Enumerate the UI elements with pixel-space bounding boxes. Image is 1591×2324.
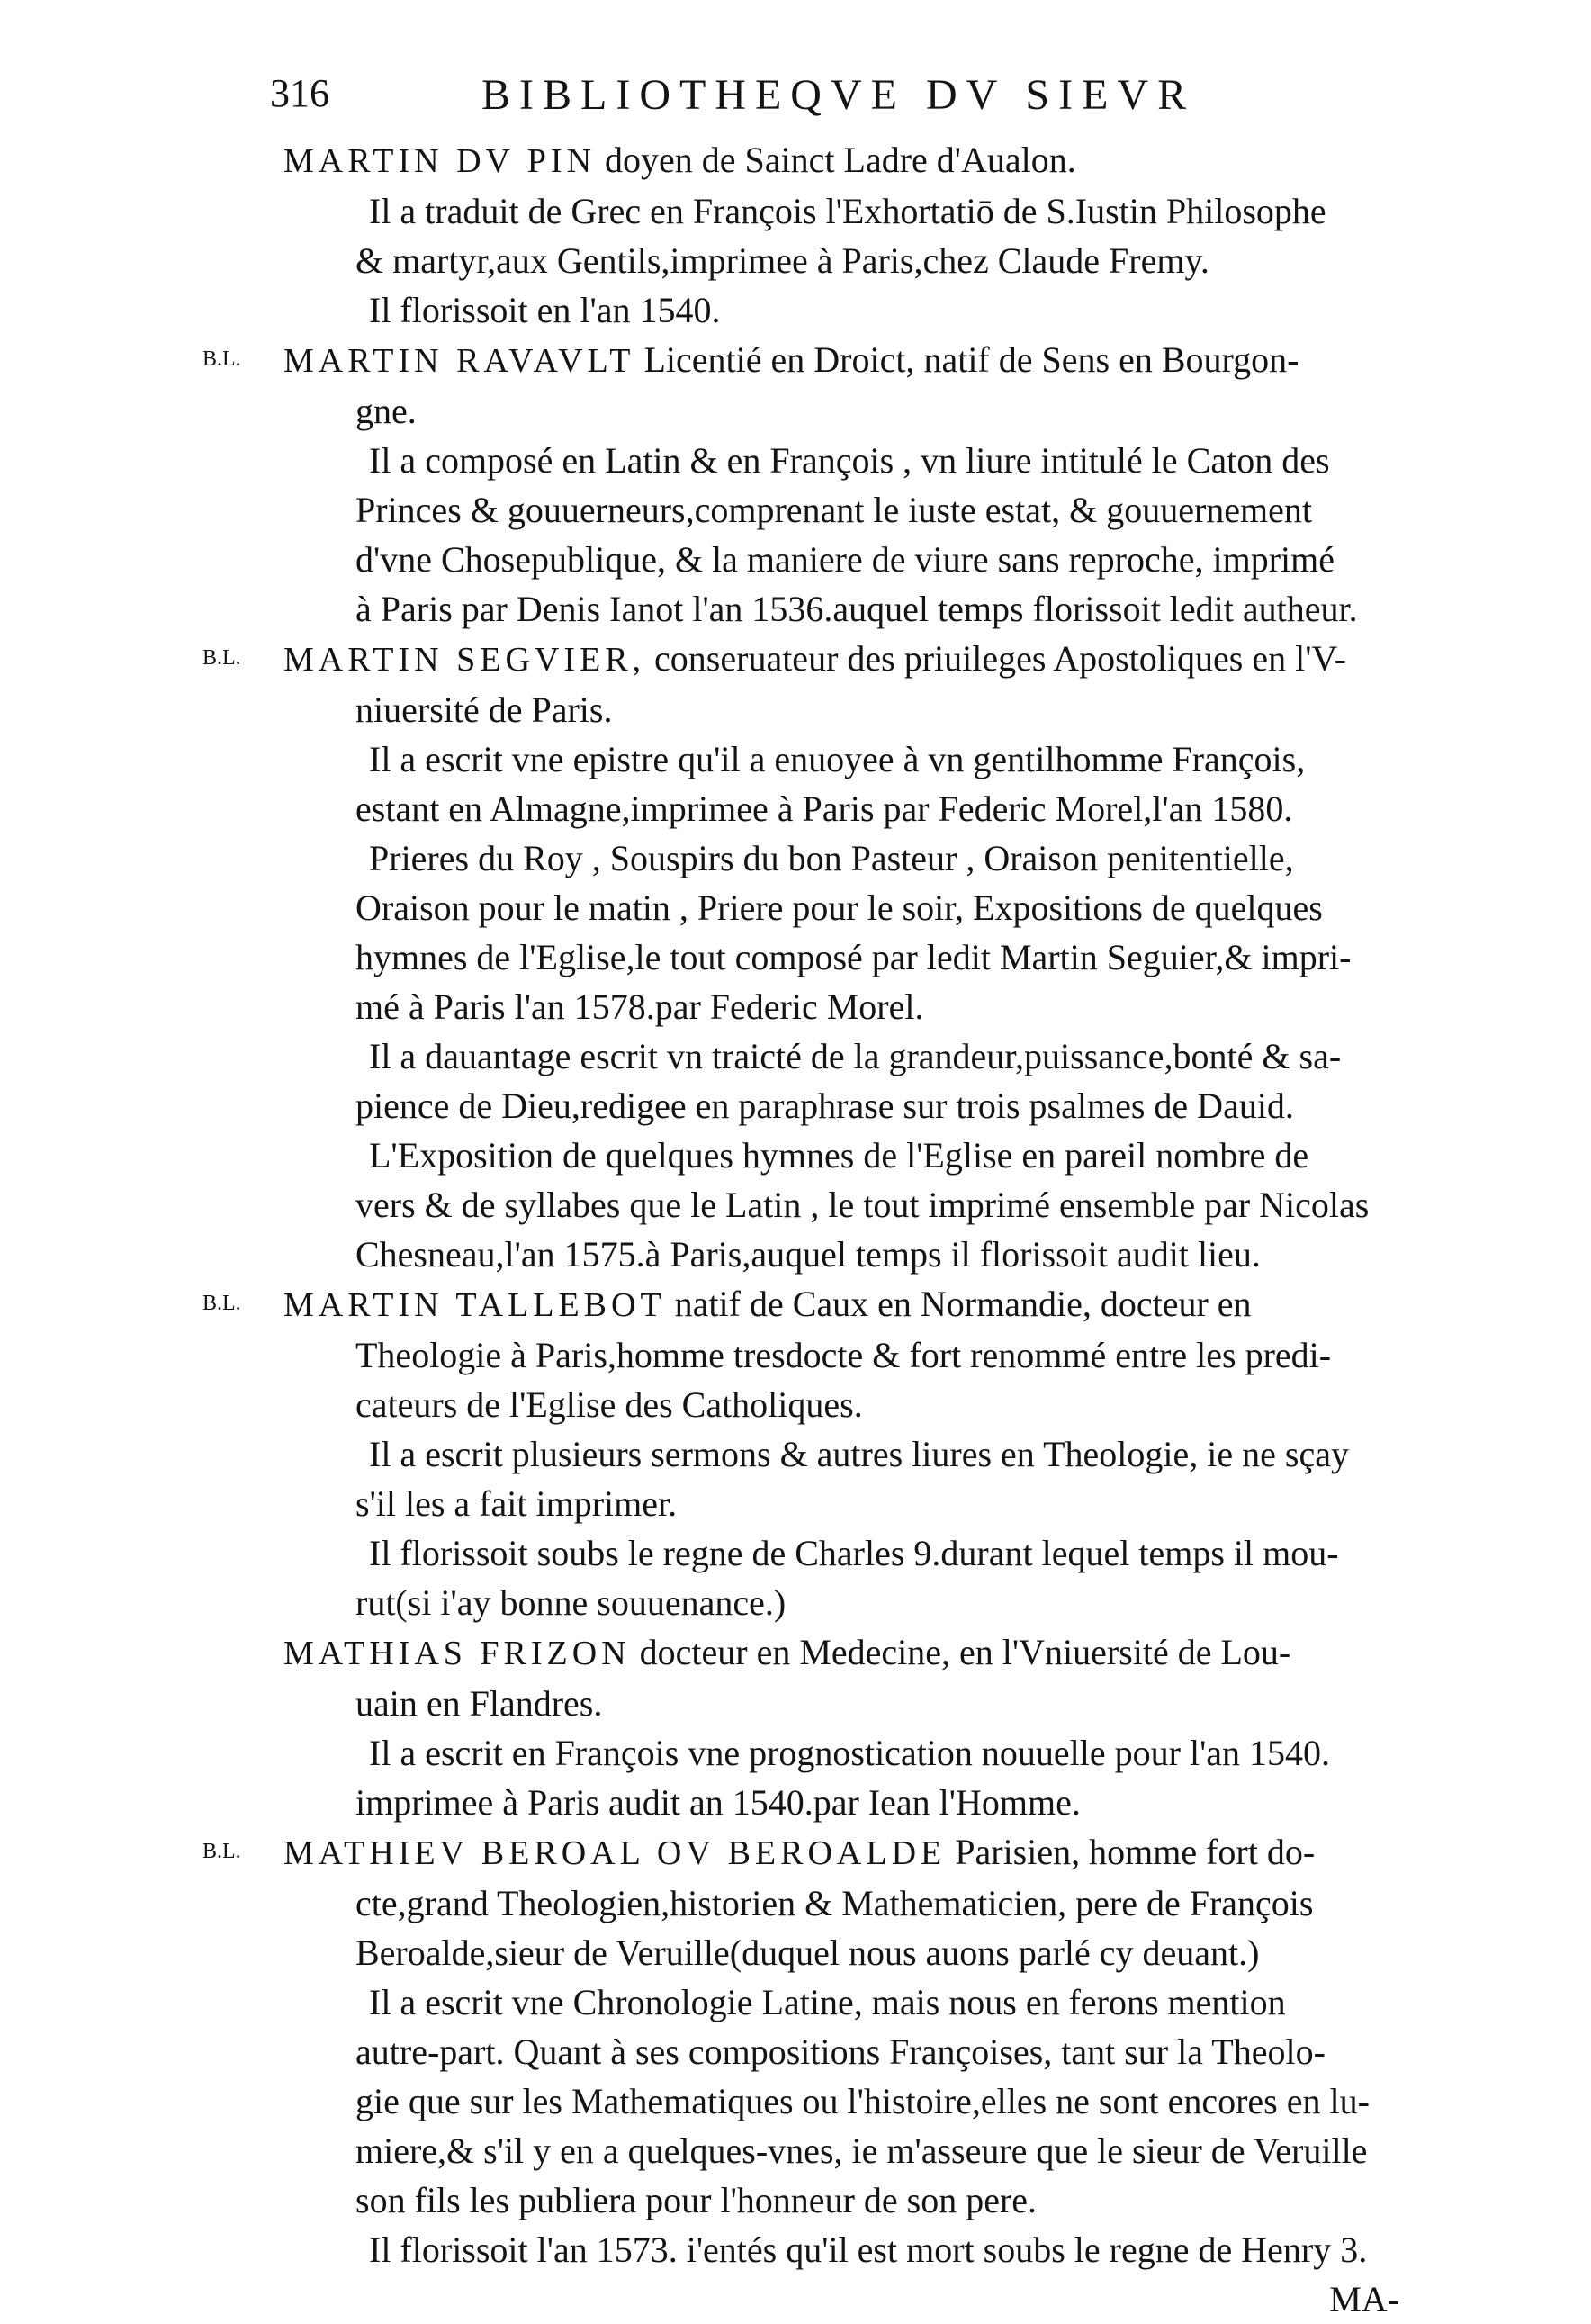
entry-text-line	[283, 285, 1399, 335]
margin-marker: B.L.	[202, 347, 241, 371]
entry-heading-line	[202, 335, 1399, 386]
entry-text: Il a composé en Latin & en François , vn liure intitulé le Caton des	[369, 440, 1330, 481]
entry-text-line	[283, 1031, 1399, 1081]
author-name: MATHIAS FRIZON	[283, 1635, 631, 1672]
entry-text: & martyr,aux Gentils,imprimee à Paris,chez Claude Fremy.	[355, 240, 1209, 281]
entry-text-line	[283, 485, 1399, 535]
entries-container	[202, 135, 1399, 2324]
entry-text-line	[283, 535, 1399, 584]
page-number: 316	[270, 71, 329, 115]
entry-text-line	[283, 236, 1399, 285]
entry-text: Theologie à Paris,homme tresdocte & fort renommé entre les predi-	[355, 1335, 1332, 1375]
entry-text: estant en Almagne,imprimee à Paris par Federic Morel,l'an 1580.	[355, 788, 1293, 829]
entry-text: cte,grand Theologien,historien & Mathematicien, pere de François	[355, 1883, 1314, 1923]
entry-text-line	[283, 883, 1399, 932]
entry-text-line	[283, 784, 1399, 833]
entry-text: Il a dauantage escrit vn traicté de la grandeur,puissance,bonté & sa-	[369, 1036, 1342, 1076]
entry-text: gie que sur les Mathematiques ou l'histoire,elles ne sont encores en lu-	[355, 2081, 1370, 2121]
entry-text-line	[283, 1878, 1399, 1928]
entry-text: Princes & gouuerneurs,comprenant le iuste estat, & gouuernement	[355, 490, 1313, 530]
entry-text: hymnes de l'Eglise,le tout composé par ledit Martin Seguier,& impri-	[355, 937, 1352, 977]
entry-text: autre-part. Quant à ses compositions Françoises, tant sur la Theolo-	[355, 2031, 1326, 2072]
entry-heading-line	[202, 1279, 1399, 1330]
entry-text-line	[283, 1528, 1399, 1578]
entry-text: Licentié en Droict, natif de Sens en Bourgon-	[643, 339, 1299, 380]
entry-text-line	[283, 584, 1399, 634]
entry-text-line	[283, 186, 1399, 236]
entry-text: cateurs de l'Eglise des Catholiques.	[355, 1384, 863, 1425]
entry-text: Oraison pour le matin , Priere pour le soir, Expositions de quelques	[355, 887, 1323, 928]
entry-text-line	[283, 2076, 1399, 2126]
entry-text: Il a traduit de Grec en François l'Exhortatiō de S.Iustin Philosophe	[369, 191, 1326, 231]
bibliography-entry	[202, 634, 1399, 1279]
entry-text-line	[283, 1180, 1399, 1230]
entry-text-line	[283, 1679, 1399, 1728]
entry-text-line	[283, 1728, 1399, 1778]
entry-text: imprimee à Paris audit an 1540.par Iean l'Homme.	[355, 1782, 1081, 1823]
entry-text: doyen de Sainct Ladre d'Aualon.	[605, 140, 1076, 180]
entry-text-line	[283, 932, 1399, 982]
entry-text-line	[283, 1081, 1399, 1130]
entry-text: natif de Caux en Normandie, docteur en	[674, 1284, 1252, 1324]
margin-marker: B.L.	[202, 1292, 241, 1315]
entry-text-line	[283, 982, 1399, 1031]
entry-text-line	[283, 833, 1399, 883]
entry-text: vers & de syllabes que le Latin , le tout imprimé ensemble par Nicolas	[355, 1185, 1370, 1225]
entry-text-line	[283, 685, 1399, 734]
entry-text-line	[283, 1130, 1399, 1180]
entry-text-line	[283, 2027, 1399, 2076]
entry-text: docteur en Medecine, en l'Vniuersité de Lou-	[639, 1632, 1291, 1672]
entry-text-line	[283, 1578, 1399, 1627]
entry-text: conseruateur des priuileges Apostoliques en l'V-	[654, 638, 1346, 679]
entry-text-line	[283, 436, 1399, 485]
author-name: MARTIN SEGVIER,	[283, 641, 646, 679]
bibliography-entry	[283, 135, 1399, 335]
entry-text-line	[283, 734, 1399, 784]
entry-text: d'vne Chosepublique, & la maniere de viure sans reproche, imprimé	[355, 539, 1335, 580]
entry-heading-line	[283, 135, 1399, 186]
running-head: BIBLIOTHEQVE DV SIEVR	[481, 71, 1196, 119]
entry-text: L'Exposition de quelques hymnes de l'Eglise en pareil nombre de	[369, 1135, 1309, 1176]
author-name: MARTIN TALLEBOT	[283, 1286, 666, 1324]
bibliography-entry	[283, 1627, 1399, 1827]
entry-heading-line	[202, 1827, 1399, 1878]
entry-text: miere,& s'il y en a quelques-vnes, ie m'asseure que le sieur de Veruille	[355, 2130, 1368, 2171]
entry-text: Prieres du Roy , Souspirs du bon Pasteur , Oraison penitentielle,	[369, 838, 1294, 878]
entry-text: Il florissoit l'an 1573. i'entés qu'il est mort soubs le regne de Henry 3.	[369, 2229, 1368, 2270]
entry-text: à Paris par Denis Ianot l'an 1536.auquel temps florissoit ledit autheur.	[355, 589, 1358, 629]
bibliography-entry	[202, 1827, 1399, 2274]
entry-text: Il florissoit en l'an 1540.	[369, 290, 721, 330]
entry-heading-line	[202, 634, 1399, 685]
entry-text: uain en Flandres.	[355, 1683, 603, 1724]
author-name: MARTIN DV PIN	[283, 142, 597, 180]
entry-text: Il a escrit vne Chronologie Latine, mais nous en ferons mention	[369, 1982, 1286, 2022]
author-name: MARTIN RAVAVLT	[283, 342, 635, 380]
entry-text: Parisien, homme fort do-	[955, 1832, 1316, 1872]
entry-text-line	[283, 1479, 1399, 1528]
entry-text: Beroalde,sieur de Veruille(duquel nous auons parlé cy deuant.)	[355, 1932, 1260, 1973]
entry-text-line	[283, 386, 1399, 436]
entry-text-line	[283, 1230, 1399, 1279]
entry-text: gne.	[355, 391, 417, 431]
entry-text: Chesneau,l'an 1575.à Paris,auquel temps il florissoit audit lieu.	[355, 1234, 1261, 1275]
entry-text: Il a escrit en François vne prognostication nouuelle pour l'an 1540.	[369, 1733, 1331, 1773]
entry-text: mé à Paris l'an 1578.par Federic Morel.	[355, 986, 924, 1027]
margin-marker: B.L.	[202, 646, 241, 670]
entry-text-line	[283, 1429, 1399, 1479]
entry-heading-line	[283, 1627, 1399, 1679]
author-name: MATHIEV BEROAL OV BEROALDE	[283, 1834, 947, 1872]
entry-text-line	[283, 1778, 1399, 1827]
entry-text-line	[283, 1330, 1399, 1380]
entry-text-line	[283, 1928, 1399, 1977]
entry-text-line	[283, 2175, 1399, 2225]
page-header	[270, 70, 1395, 133]
entry-text: Il a escrit vne epistre qu'il a enuoyee à vn gentilhomme François,	[369, 739, 1306, 779]
entry-text: pience de Dieu,redigee en paraphrase sur trois psalmes de Dauid.	[355, 1085, 1294, 1126]
entry-text: s'il les a fait imprimer.	[355, 1483, 678, 1524]
catchword: MA-	[1329, 2279, 1399, 2319]
bibliography-entry	[202, 335, 1399, 634]
entry-text: niuersité de Paris.	[355, 689, 613, 730]
entry-text-line	[283, 2126, 1399, 2175]
entry-text: Il a escrit plusieurs sermons & autres liures en Theologie, ie ne sçay	[369, 1434, 1349, 1474]
entry-text-line	[283, 1977, 1399, 2027]
entry-text-line	[283, 1380, 1399, 1429]
entry-text: rut(si i'ay bonne souuenance.)	[355, 1582, 787, 1623]
entry-text: Il florissoit soubs le regne de Charles 9.durant lequel temps il mou-	[369, 1533, 1339, 1573]
bibliography-entry	[202, 1279, 1399, 1627]
entry-text: son fils les publiera pour l'honneur de son pere.	[355, 2180, 1038, 2220]
margin-marker: B.L.	[202, 1840, 241, 1863]
